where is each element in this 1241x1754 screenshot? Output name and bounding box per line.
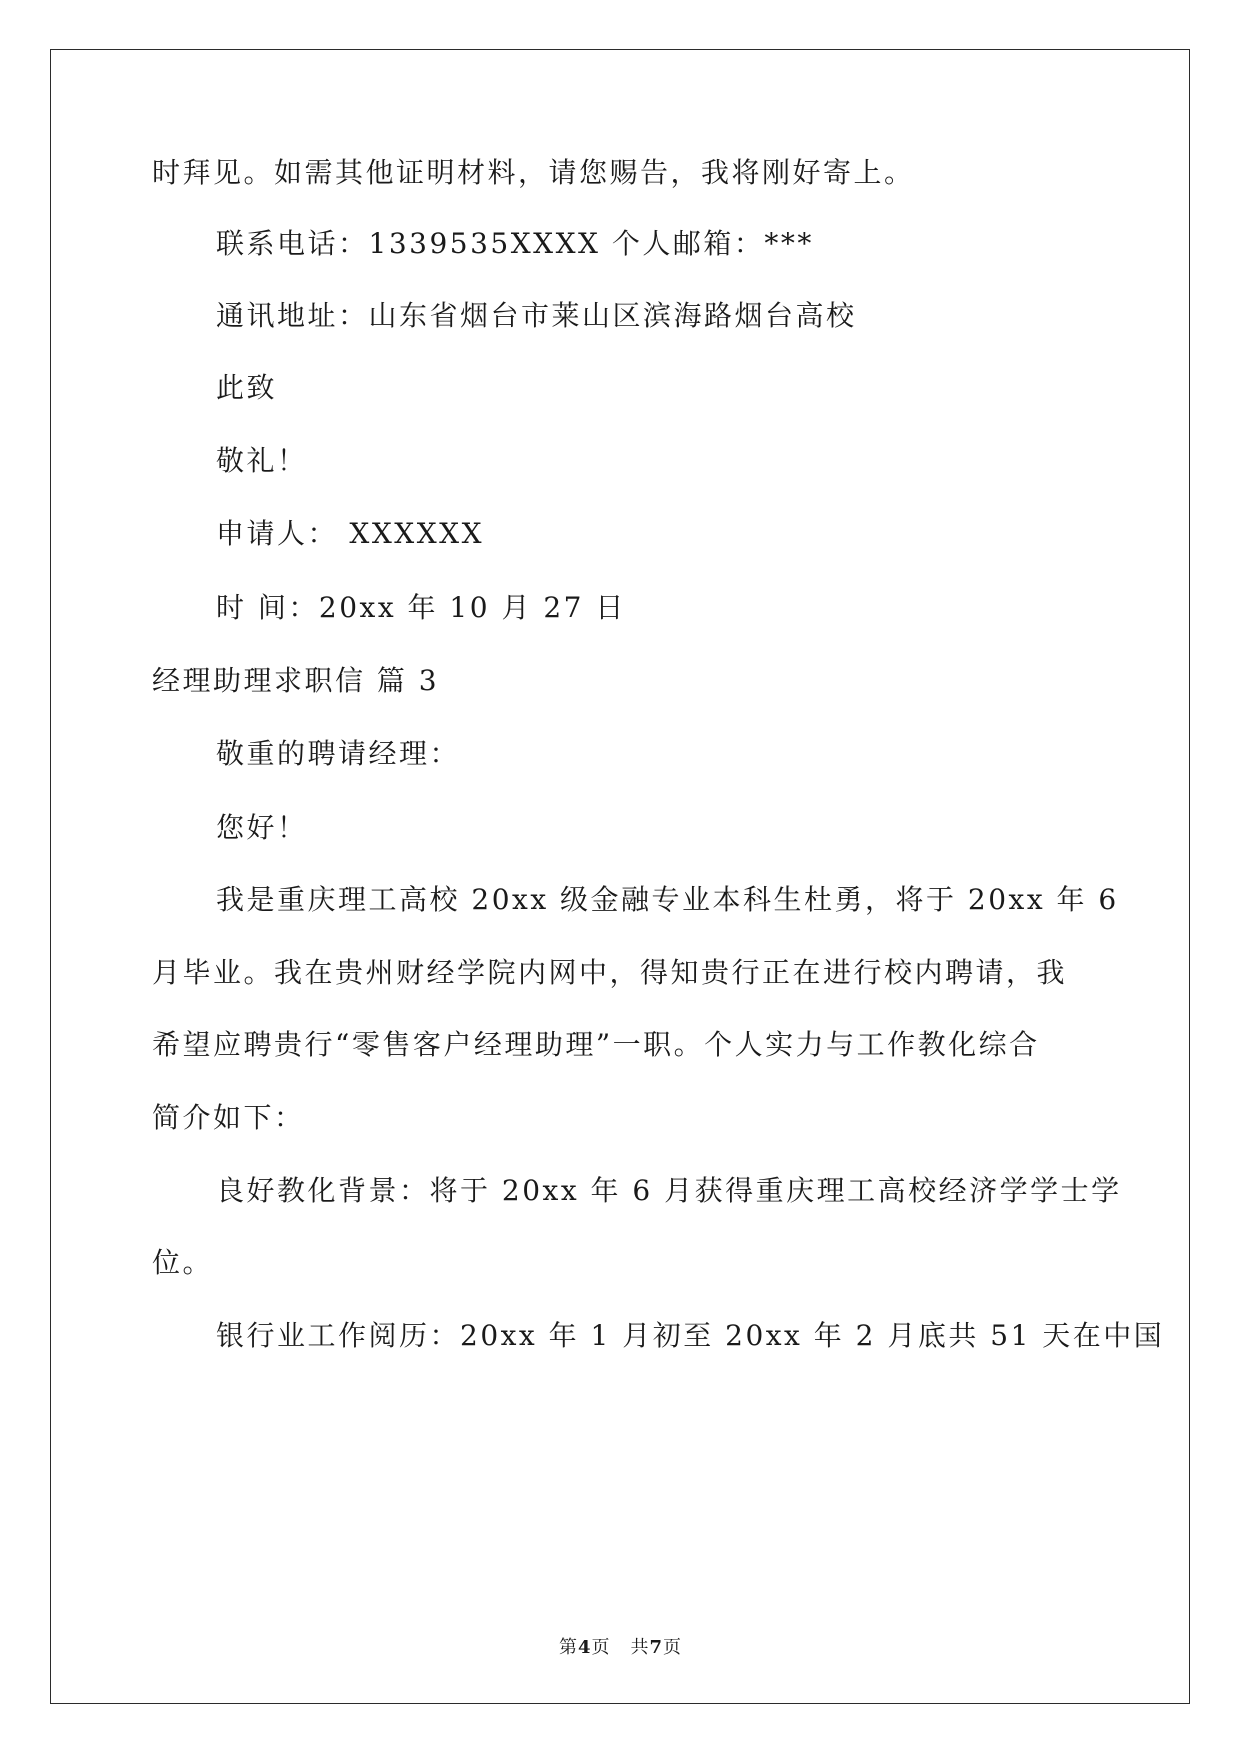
address-line: 通讯地址：山东省烟台市莱山区滨海路烟台高校	[216, 299, 857, 332]
paragraph-line: 简介如下：	[152, 1101, 305, 1134]
paragraph-line: 我是重庆理工高校 20xx 级金融专业本科生杜勇，将于 20xx 年 6	[216, 883, 1119, 916]
page-total: 7	[649, 1637, 664, 1658]
hello-line: 您好！	[216, 811, 308, 844]
paragraph-line: 银行业工作阅历：20xx 年 1 月初至 20xx 年 2 月底共 51 天在中国	[216, 1319, 1165, 1352]
contact-phone-line: 联系电话：1339535XXXX 个人邮箱：***	[216, 227, 814, 260]
closing-line: 此致	[216, 371, 278, 404]
page-unit: 页	[591, 1637, 611, 1658]
paragraph-line: 时拜见。如需其他证明材料，请您赐告，我将刚好寄上。	[152, 156, 915, 189]
date-line: 时 间：20xx 年 10 月 27 日	[216, 591, 626, 624]
paragraph-line: 良好教化背景：将于 20xx 年 6 月获得重庆理工高校经济学学士学	[216, 1174, 1122, 1207]
paragraph-line: 希望应聘贵行“零售客户经理助理”一职。个人实力与工作教化综合	[152, 1028, 1040, 1061]
paragraph-line: 位。	[152, 1246, 214, 1279]
greeting-line: 敬重的聘请经理：	[216, 737, 461, 770]
total-prefix: 共	[630, 1637, 650, 1658]
total-unit: 页	[663, 1637, 683, 1658]
salutation-line: 敬礼！	[216, 444, 308, 477]
section-heading: 经理助理求职信 篇 3	[152, 664, 440, 697]
paragraph-line: 月毕业。我在贵州财经学院内网中，得知贵行正在进行校内聘请，我	[152, 956, 1068, 989]
page-footer	[0, 1633, 1241, 1659]
page-current: 4	[577, 1637, 592, 1658]
page-prefix: 第	[558, 1637, 578, 1658]
applicant-line: 申请人： XXXXXX	[216, 517, 485, 550]
